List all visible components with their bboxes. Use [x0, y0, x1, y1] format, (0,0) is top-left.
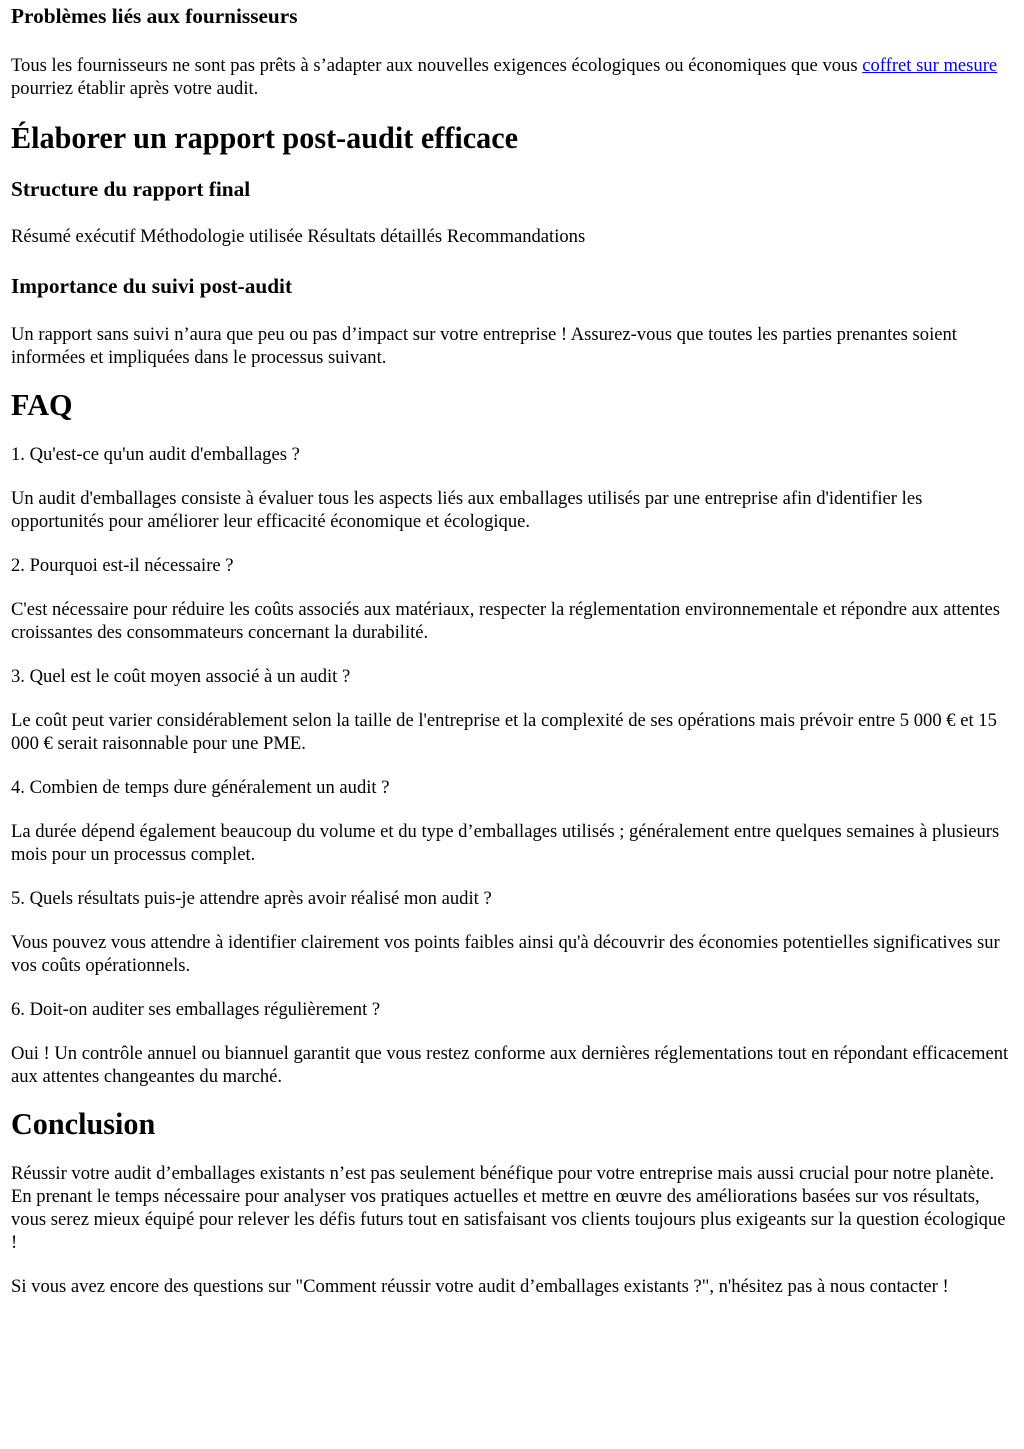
faq-list — [11, 443, 1013, 1088]
faq-question: 1. Qu'est-ce qu'un audit d'emballages ? — [11, 444, 300, 465]
faq-answer: Un audit d'emballages consiste à évaluer tous les aspects liés aux emballages utilisés par une entreprise afin d'identifier les opportunités pour améliorer leur efficacité économique et écologique. — [11, 488, 923, 532]
faq-question: 4. Combien de temps dure généralement un audit ? — [11, 777, 390, 798]
suppliers-paragraph — [11, 54, 1013, 100]
suppliers-heading: Problèmes liés aux fournisseurs — [11, 4, 298, 28]
faq-question: 5. Quels résultats puis-je attendre après avoir réalisé mon audit ? — [11, 888, 492, 909]
followup-heading: Importance du suivi post-audit — [11, 274, 293, 298]
faq-answer: C'est nécessaire pour réduire les coûts associés aux matériaux, respecter la réglementation environnementale et répondre aux attentes croissantes des consommateurs concernant la durabilité. — [11, 599, 1000, 643]
structure-heading: Structure du rapport final — [11, 177, 251, 201]
suppliers-text-after-link: pourriez établir après votre audit. — [11, 78, 259, 99]
faq-heading: FAQ — [11, 388, 73, 422]
faq-answer: La durée dépend également beaucoup du volume et du type d’emballages utilisés ; généralement entre quelques semaines à plusieurs mois pour un processus complet. — [11, 821, 1000, 865]
faq-answer: Le coût peut varier considérablement selon la taille de l'entreprise et la complexité de ses opérations mais prévoir entre 5 000 € et 15 000 € serait raisonnable pour une PME. — [11, 710, 997, 754]
conclusion-heading: Conclusion — [11, 1107, 156, 1141]
structure-paragraph: Résumé exécutif Méthodologie utilisée Résultats détaillés Recommandations — [11, 226, 586, 247]
article-body — [0, 3, 1024, 1298]
faq-question: 2. Pourquoi est-il nécessaire ? — [11, 555, 234, 576]
custom-box-link[interactable]: coffret sur mesure — [862, 55, 998, 76]
report-heading: Élaborer un rapport post-audit efficace — [11, 121, 519, 155]
faq-question: 6. Doit-on auditer ses emballages régulièrement ? — [11, 999, 381, 1020]
faq-answer: Vous pouvez vous attendre à identifier clairement vos points faibles ainsi qu'à découvrir des économies potentielles significatives sur vos coûts opérationnels. — [11, 932, 1000, 976]
faq-question: 3. Quel est le coût moyen associé à un audit ? — [11, 666, 351, 687]
contact-paragraph: Si vous avez encore des questions sur "Comment réussir votre audit d’emballages existants ?", n'hésitez pas à nous contacter ! — [11, 1276, 949, 1297]
conclusion-paragraph: Réussir votre audit d’emballages existants n’est pas seulement bénéfique pour votre entreprise mais aussi crucial pour notre planète. En prenant le temps nécessaire pour analyser vos pratiques actuelles et mettre en œuvre des améliorations basées sur vos résultats, vous serez mieux équipé pour relever les défis futurs tout en satisfaisant vos clients toujours plus exigeants sur la question écologique ! — [11, 1163, 1006, 1253]
faq-answer: Oui ! Un contrôle annuel ou biannuel garantit que vous restez conforme aux dernières réglementations tout en répondant efficacement aux attentes changeantes du marché. — [11, 1043, 1009, 1087]
suppliers-text-before-link: Tous les fournisseurs ne sont pas prêts à s’adapter aux nouvelles exigences écologiques ou économiques que vous — [11, 55, 863, 76]
followup-paragraph: Un rapport sans suivi n’aura que peu ou pas d’impact sur votre entreprise ! Assurez-vous que toutes les parties prenantes soient informées et impliquées dans le processus suivant. — [11, 324, 957, 368]
